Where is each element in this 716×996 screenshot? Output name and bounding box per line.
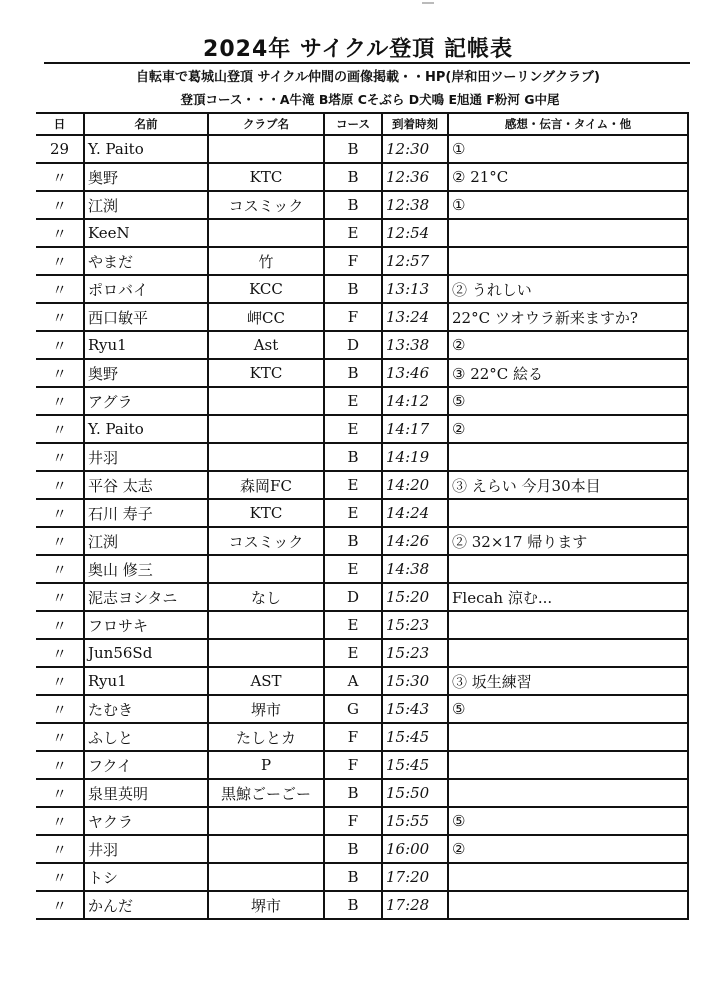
cell-comment: ⑤ bbox=[448, 387, 688, 415]
table-row bbox=[36, 163, 688, 191]
cell-name: たむき bbox=[84, 695, 208, 723]
cell-comment bbox=[448, 499, 688, 527]
cell-name: KeeN bbox=[84, 219, 208, 247]
cell-name: 井羽 bbox=[84, 835, 208, 863]
cell-club: 黒鯨ごーごー bbox=[208, 779, 324, 807]
cell-date: 〃 bbox=[36, 807, 84, 835]
cell-course: B bbox=[324, 779, 382, 807]
cell-course: E bbox=[324, 555, 382, 583]
cell-name: Ryu1 bbox=[84, 331, 208, 359]
table-row bbox=[36, 359, 688, 387]
cell-course: A bbox=[324, 667, 382, 695]
cell-date: 〃 bbox=[36, 723, 84, 751]
cell-comment: Flecah 涼む... bbox=[448, 583, 688, 611]
cell-comment: ③ 22°C 絵る bbox=[448, 359, 688, 387]
table-row bbox=[36, 527, 688, 555]
cell-course: F bbox=[324, 723, 382, 751]
table-row bbox=[36, 387, 688, 415]
table-row bbox=[36, 639, 688, 667]
cell-club: P bbox=[208, 751, 324, 779]
column-header-name: 名前 bbox=[84, 113, 208, 135]
cell-date: 〃 bbox=[36, 303, 84, 331]
table-row bbox=[36, 471, 688, 499]
cell-club: AST bbox=[208, 667, 324, 695]
cell-comment bbox=[448, 219, 688, 247]
cell-arrival-time: 15:23 bbox=[382, 611, 448, 639]
table-row bbox=[36, 723, 688, 751]
cell-arrival-time: 15:45 bbox=[382, 751, 448, 779]
column-header-date: 日 bbox=[36, 113, 84, 135]
cell-course: B bbox=[324, 135, 382, 163]
cell-arrival-time: 13:38 bbox=[382, 331, 448, 359]
cell-arrival-time: 14:38 bbox=[382, 555, 448, 583]
table-row bbox=[36, 863, 688, 891]
table-row bbox=[36, 191, 688, 219]
cell-name: Ryu1 bbox=[84, 667, 208, 695]
cell-course: E bbox=[324, 471, 382, 499]
cell-date: 29 bbox=[36, 135, 84, 163]
page-subtitle: 自転車で葛城山登頂 サイクル仲間の画像掲載・・HP(岸和田ツーリングクラブ) bbox=[136, 70, 600, 85]
cell-date: 〃 bbox=[36, 191, 84, 219]
cell-club bbox=[208, 219, 324, 247]
table-row bbox=[36, 415, 688, 443]
cell-name: フクイ bbox=[84, 751, 208, 779]
cell-name: Y. Paito bbox=[84, 135, 208, 163]
cell-name: ヤクラ bbox=[84, 807, 208, 835]
cell-date: 〃 bbox=[36, 499, 84, 527]
log-table-body bbox=[36, 135, 688, 919]
title-divider bbox=[44, 62, 690, 64]
cell-date: 〃 bbox=[36, 443, 84, 471]
cell-course: F bbox=[324, 807, 382, 835]
cell-arrival-time: 15:30 bbox=[382, 667, 448, 695]
cell-course: B bbox=[324, 275, 382, 303]
cell-comment: ⑤ bbox=[448, 695, 688, 723]
cell-club: なし bbox=[208, 583, 324, 611]
cell-comment bbox=[448, 611, 688, 639]
cell-date: 〃 bbox=[36, 387, 84, 415]
cell-date: 〃 bbox=[36, 751, 84, 779]
cell-arrival-time: 14:17 bbox=[382, 415, 448, 443]
cell-course: F bbox=[324, 247, 382, 275]
cell-name: トシ bbox=[84, 863, 208, 891]
cell-course: D bbox=[324, 331, 382, 359]
cell-comment bbox=[448, 891, 688, 919]
cell-club bbox=[208, 135, 324, 163]
cell-club: 森岡FC bbox=[208, 471, 324, 499]
cell-course: B bbox=[324, 863, 382, 891]
cell-club: 竹 bbox=[208, 247, 324, 275]
cell-course: B bbox=[324, 891, 382, 919]
cell-date: 〃 bbox=[36, 583, 84, 611]
table-row bbox=[36, 303, 688, 331]
cell-date: 〃 bbox=[36, 275, 84, 303]
cell-course: B bbox=[324, 835, 382, 863]
table-row bbox=[36, 219, 688, 247]
column-header-course: コース bbox=[324, 113, 382, 135]
cell-course: F bbox=[324, 751, 382, 779]
column-header-club: クラブ名 bbox=[208, 113, 324, 135]
cell-name: ふしと bbox=[84, 723, 208, 751]
course-legend: 登頂コース・・・A牛滝 B塔原 Cそぶら D犬鳴 E旭通 F粉河 G中尾 bbox=[180, 92, 560, 107]
cell-date: 〃 bbox=[36, 247, 84, 275]
cell-club: コスミック bbox=[208, 527, 324, 555]
cell-date: 〃 bbox=[36, 863, 84, 891]
table-row bbox=[36, 751, 688, 779]
cell-arrival-time: 16:00 bbox=[382, 835, 448, 863]
cell-comment: ② うれしい bbox=[448, 275, 688, 303]
cell-club bbox=[208, 863, 324, 891]
cell-club bbox=[208, 555, 324, 583]
cell-course: F bbox=[324, 303, 382, 331]
cell-comment: ② 21°C bbox=[448, 163, 688, 191]
cell-club: KTC bbox=[208, 163, 324, 191]
page-title: 2024年 サイクル登頂 記帳表 bbox=[203, 37, 513, 62]
cell-arrival-time: 12:54 bbox=[382, 219, 448, 247]
cell-date: 〃 bbox=[36, 163, 84, 191]
cell-arrival-time: 17:20 bbox=[382, 863, 448, 891]
cell-comment: ⑤ bbox=[448, 807, 688, 835]
cell-date: 〃 bbox=[36, 835, 84, 863]
cell-name: 泥志ヨシタニ bbox=[84, 583, 208, 611]
cell-comment bbox=[448, 555, 688, 583]
cell-date: 〃 bbox=[36, 331, 84, 359]
cell-club bbox=[208, 387, 324, 415]
cell-course: E bbox=[324, 499, 382, 527]
table-row bbox=[36, 443, 688, 471]
cell-club: たしとカ bbox=[208, 723, 324, 751]
cell-name: 西口敏平 bbox=[84, 303, 208, 331]
table-row bbox=[36, 135, 688, 163]
log-table bbox=[36, 112, 689, 920]
table-row bbox=[36, 779, 688, 807]
cell-date: 〃 bbox=[36, 611, 84, 639]
cell-name: 江渕 bbox=[84, 191, 208, 219]
cell-course: B bbox=[324, 527, 382, 555]
cell-date: 〃 bbox=[36, 639, 84, 667]
table-row bbox=[36, 891, 688, 919]
table-row bbox=[36, 611, 688, 639]
cell-arrival-time: 17:28 bbox=[382, 891, 448, 919]
cell-comment: ② bbox=[448, 415, 688, 443]
cell-club: KCC bbox=[208, 275, 324, 303]
cell-club: KTC bbox=[208, 499, 324, 527]
cell-arrival-time: 14:26 bbox=[382, 527, 448, 555]
cell-date: 〃 bbox=[36, 359, 84, 387]
cell-name: 奥山 修三 bbox=[84, 555, 208, 583]
cell-date: 〃 bbox=[36, 527, 84, 555]
cell-comment bbox=[448, 443, 688, 471]
cell-comment: ② bbox=[448, 835, 688, 863]
cell-course: E bbox=[324, 415, 382, 443]
cell-club: コスミック bbox=[208, 191, 324, 219]
cell-name: Y. Paito bbox=[84, 415, 208, 443]
cell-club: 堺市 bbox=[208, 891, 324, 919]
cell-arrival-time: 15:23 bbox=[382, 639, 448, 667]
cell-comment: ② bbox=[448, 331, 688, 359]
cell-course: D bbox=[324, 583, 382, 611]
cell-course: G bbox=[324, 695, 382, 723]
cell-course: B bbox=[324, 191, 382, 219]
cell-arrival-time: 15:43 bbox=[382, 695, 448, 723]
cell-course: E bbox=[324, 639, 382, 667]
cell-name: 平谷 太志 bbox=[84, 471, 208, 499]
cell-comment: 22°C ツオウラ新来ますか? bbox=[448, 303, 688, 331]
cell-name: 奥野 bbox=[84, 359, 208, 387]
cell-date: 〃 bbox=[36, 471, 84, 499]
cell-comment: ① bbox=[448, 135, 688, 163]
cell-club: 岬CC bbox=[208, 303, 324, 331]
cell-arrival-time: 14:12 bbox=[382, 387, 448, 415]
cell-club bbox=[208, 807, 324, 835]
cell-course: E bbox=[324, 219, 382, 247]
cell-club: 堺市 bbox=[208, 695, 324, 723]
table-row bbox=[36, 667, 688, 695]
cell-course: B bbox=[324, 359, 382, 387]
cell-course: B bbox=[324, 443, 382, 471]
table-header-row bbox=[36, 113, 688, 135]
scan-mark bbox=[422, 2, 434, 4]
table-row bbox=[36, 835, 688, 863]
cell-date: 〃 bbox=[36, 891, 84, 919]
cell-comment bbox=[448, 247, 688, 275]
cell-name: 江渕 bbox=[84, 527, 208, 555]
cell-date: 〃 bbox=[36, 555, 84, 583]
cell-club bbox=[208, 639, 324, 667]
table-row bbox=[36, 499, 688, 527]
cell-course: E bbox=[324, 611, 382, 639]
table-row bbox=[36, 275, 688, 303]
cell-name: 奥野 bbox=[84, 163, 208, 191]
cell-comment: ① bbox=[448, 191, 688, 219]
table-row bbox=[36, 331, 688, 359]
cell-club: KTC bbox=[208, 359, 324, 387]
cell-date: 〃 bbox=[36, 779, 84, 807]
cell-arrival-time: 14:24 bbox=[382, 499, 448, 527]
cell-club bbox=[208, 835, 324, 863]
cell-comment bbox=[448, 751, 688, 779]
cell-club bbox=[208, 611, 324, 639]
table-row bbox=[36, 247, 688, 275]
cell-arrival-time: 13:13 bbox=[382, 275, 448, 303]
cell-name: やまだ bbox=[84, 247, 208, 275]
cell-comment: ③ 坂生練習 bbox=[448, 667, 688, 695]
table-row bbox=[36, 695, 688, 723]
cell-arrival-time: 15:50 bbox=[382, 779, 448, 807]
cell-course: B bbox=[324, 163, 382, 191]
cell-name: ポロバイ bbox=[84, 275, 208, 303]
cell-name: アグラ bbox=[84, 387, 208, 415]
cell-name: 井羽 bbox=[84, 443, 208, 471]
table-row bbox=[36, 555, 688, 583]
cell-comment: ③ えらい 今月30本目 bbox=[448, 471, 688, 499]
cell-arrival-time: 12:38 bbox=[382, 191, 448, 219]
cell-arrival-time: 12:36 bbox=[382, 163, 448, 191]
cell-club: Ast bbox=[208, 331, 324, 359]
cell-arrival-time: 15:20 bbox=[382, 583, 448, 611]
column-header-comments: 感想・伝言・タイム・他 bbox=[448, 113, 688, 135]
cell-name: 泉里英明 bbox=[84, 779, 208, 807]
cell-name: 石川 寿子 bbox=[84, 499, 208, 527]
cell-comment bbox=[448, 779, 688, 807]
cell-comment: ② 32×17 帰ります bbox=[448, 527, 688, 555]
table-row bbox=[36, 583, 688, 611]
cell-comment bbox=[448, 863, 688, 891]
table-row bbox=[36, 807, 688, 835]
cell-arrival-time: 15:45 bbox=[382, 723, 448, 751]
cell-arrival-time: 13:46 bbox=[382, 359, 448, 387]
cell-date: 〃 bbox=[36, 219, 84, 247]
cell-name: かんだ bbox=[84, 891, 208, 919]
cell-club bbox=[208, 415, 324, 443]
cell-arrival-time: 14:19 bbox=[382, 443, 448, 471]
cell-name: フロサキ bbox=[84, 611, 208, 639]
cell-date: 〃 bbox=[36, 415, 84, 443]
cell-arrival-time: 14:20 bbox=[382, 471, 448, 499]
cell-arrival-time: 15:55 bbox=[382, 807, 448, 835]
cell-arrival-time: 12:57 bbox=[382, 247, 448, 275]
cell-comment bbox=[448, 723, 688, 751]
cell-club bbox=[208, 443, 324, 471]
column-header-arrival-time: 到着時刻 bbox=[382, 113, 448, 135]
cell-arrival-time: 12:30 bbox=[382, 135, 448, 163]
cell-arrival-time: 13:24 bbox=[382, 303, 448, 331]
cell-course: E bbox=[324, 387, 382, 415]
cell-date: 〃 bbox=[36, 695, 84, 723]
cell-date: 〃 bbox=[36, 667, 84, 695]
cell-comment bbox=[448, 639, 688, 667]
cell-name: Jun56Sd bbox=[84, 639, 208, 667]
